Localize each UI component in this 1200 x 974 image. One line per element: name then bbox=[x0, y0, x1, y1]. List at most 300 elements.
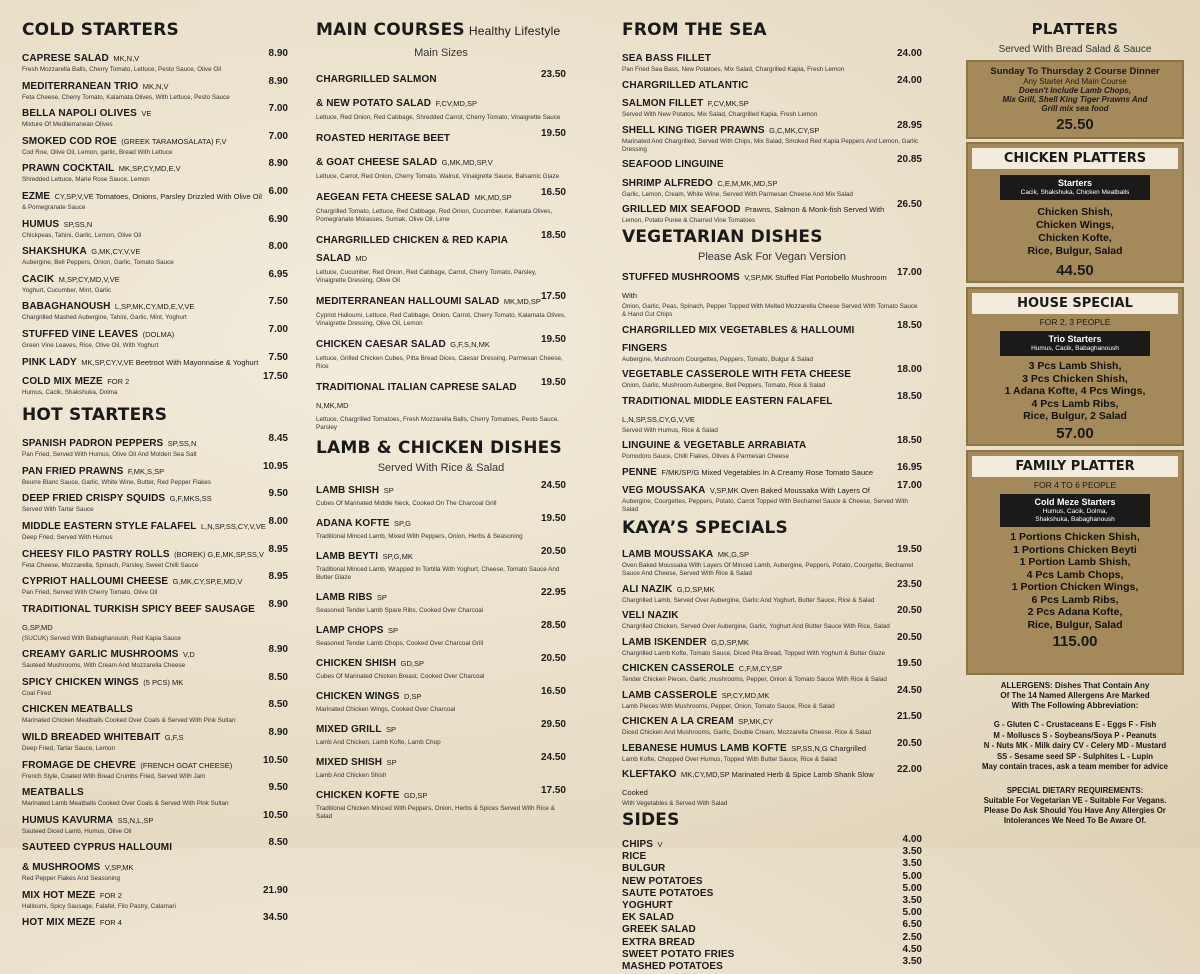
menu-item-row bbox=[316, 653, 566, 671]
sides-title: SIDES bbox=[622, 810, 680, 830]
menu-item-name: SWEET POTATO FRIES bbox=[622, 948, 735, 960]
menu-item-row bbox=[622, 462, 922, 480]
menu-item-row bbox=[22, 782, 288, 800]
cold-menu-item bbox=[22, 214, 288, 240]
house-line-1: 3 Pcs Lamb Shish, bbox=[1028, 360, 1122, 372]
menu-item-label bbox=[22, 516, 266, 534]
menu-item-price: 7.00 bbox=[268, 323, 288, 335]
family-platter-tag bbox=[1000, 494, 1150, 527]
menu-item-description: Deep Fried, Tartar Sauce, Lemon bbox=[22, 745, 115, 753]
sides-menu-item bbox=[622, 907, 922, 924]
platters-subtitle: Served With Bread Salad & Sauce bbox=[998, 44, 1152, 55]
menu-item-label bbox=[622, 685, 769, 703]
allergens-intro bbox=[966, 681, 1184, 711]
menu-item-row bbox=[316, 719, 566, 737]
chicken-platters-box bbox=[966, 142, 1184, 283]
menu-item-price: 19.50 bbox=[540, 128, 566, 139]
menu-item-label bbox=[622, 658, 782, 676]
cold-menu-item bbox=[22, 269, 288, 295]
platters-title: PLATTERS bbox=[1031, 20, 1119, 38]
menu-item-name: STUFFED VINE LEAVES bbox=[22, 328, 139, 340]
menu-item-price: 3.50 bbox=[902, 846, 922, 858]
vegetarian-list bbox=[622, 267, 922, 514]
menu-item-label bbox=[622, 93, 749, 111]
menu-item-allergens: G,SP,MD bbox=[22, 622, 53, 632]
menu-item-label bbox=[622, 544, 749, 562]
kaya-menu-item bbox=[622, 711, 922, 737]
hot-menu-item bbox=[22, 810, 288, 836]
menu-item-allergens: N,MK,MD bbox=[316, 401, 349, 410]
menu-item-price: 10.50 bbox=[262, 754, 288, 766]
lamb-menu-item bbox=[316, 513, 566, 541]
hot-menu-item bbox=[22, 912, 288, 930]
menu-item-allergens: SP bbox=[383, 486, 394, 495]
menu-item-price: 20.50 bbox=[896, 737, 922, 749]
menu-item-row bbox=[622, 764, 922, 800]
menu-item-row bbox=[316, 334, 566, 352]
menu-item-row bbox=[22, 885, 288, 903]
cold-menu-item bbox=[22, 324, 288, 350]
sea-menu-item bbox=[622, 75, 922, 93]
menu-item-row bbox=[22, 76, 288, 94]
menu-item-name: TRADITIONAL MIDDLE EASTERN FALAFEL bbox=[622, 395, 833, 407]
menu-item-description: Cubes Of Marinated Middle Neck, Cooked On The Charcoal Grill bbox=[316, 500, 497, 507]
menu-item-description: Lettuce, Carrot, Red Onion, Cherry Tomato, Walnut, Vinaigrette Sauce, Balsamic Glaze bbox=[316, 173, 560, 180]
sunday-line-1: Any Starter And Main Course bbox=[1023, 77, 1127, 86]
cold-menu-item bbox=[22, 48, 288, 74]
menu-item-name: CHARGRILLED MIX VEGETABLES & HALLOUMI FINGERS bbox=[622, 324, 855, 354]
menu-item-name: DEEP FRIED CRISPY SQUIDS bbox=[22, 493, 166, 505]
menu-item-price: 4.00 bbox=[902, 834, 922, 845]
family-line-8: Rice, Bulgur, Salad bbox=[1027, 618, 1123, 631]
chicken-platters-starters-tag bbox=[1000, 175, 1150, 200]
menu-item-label bbox=[22, 727, 184, 745]
menu-item-price: 18.00 bbox=[896, 364, 922, 375]
menu-item-allergens: G,D,SP,MK bbox=[711, 637, 749, 647]
hot-menu-item bbox=[22, 727, 288, 753]
menu-item-row bbox=[316, 152, 566, 170]
menu-item-description: Beurre Blanc Sauce, Garlic, White Wine, Butter, Red Pepper Flakes bbox=[22, 478, 211, 486]
dietary-1: SPECIAL DIETARY REQUIREMENTS: bbox=[1006, 786, 1144, 795]
menu-item-description: Lettuce, Cucumber, Red Onion, Red Cabbage, Carrot, Cherry Tomato, Parsley, Vinaigrette Dressing, Olive Oil bbox=[316, 269, 537, 284]
lamb-menu-item bbox=[316, 686, 566, 714]
menu-item-row bbox=[622, 870, 922, 887]
menu-item-row bbox=[22, 571, 288, 589]
hot-menu-item bbox=[22, 461, 288, 487]
house-special-sub: FOR 2, 3 PEOPLE bbox=[1039, 317, 1111, 327]
chicken-tag-title: Starters bbox=[1057, 178, 1093, 188]
menu-item-description: Marinated Chicken Wings, Cooked Over Charcoal bbox=[316, 706, 456, 713]
menu-item-label bbox=[22, 352, 258, 370]
menu-item-price: 24.00 bbox=[896, 74, 922, 86]
menu-item-description: Tender Chicken Pieces, Garlic ,mushrooms, Pepper, Onion & Tomato Sauce With Rice & Salad bbox=[622, 676, 887, 683]
menu-item-allergens: FOR 4 bbox=[99, 918, 122, 928]
menu-item-row bbox=[622, 48, 922, 66]
menu-item-row bbox=[622, 846, 922, 863]
lamb-menu-item bbox=[316, 620, 566, 648]
allergen-codes-4: SS - Sesame seed SP - Sulphites L - Lupin bbox=[996, 751, 1154, 761]
menu-item-row bbox=[22, 214, 288, 232]
sea-menu-item bbox=[622, 48, 922, 74]
menu-item-label bbox=[22, 571, 242, 589]
sea-menu-item bbox=[622, 199, 922, 225]
menu-item-name: SHRIMP ALFREDO bbox=[622, 177, 713, 189]
menu-item-label bbox=[22, 433, 196, 451]
menu-item-label bbox=[22, 186, 262, 204]
menu-item-description: Halloumi, Spicy Sausage, Falafel, Filo Pastry, Calamari bbox=[22, 902, 176, 910]
menu-item-allergens: G,MK,MD,SP,V bbox=[441, 158, 493, 167]
menu-item-row bbox=[316, 187, 566, 205]
menu-item-row bbox=[622, 605, 922, 623]
sides-menu-item bbox=[622, 858, 922, 875]
menu-item-allergens: G,F,S bbox=[164, 733, 184, 743]
sunday-line-2: Doesn't Include Lamb Chops, bbox=[1018, 86, 1132, 95]
hot-menu-item bbox=[22, 544, 288, 570]
veg-menu-item bbox=[622, 462, 922, 480]
menu-item-price: 24.50 bbox=[540, 480, 566, 491]
menu-item-name: SPANISH PADRON PEPPERS bbox=[22, 438, 164, 450]
menu-item-label bbox=[622, 267, 897, 303]
menu-item-name: CREAMY GARLIC MUSHROOMS bbox=[22, 649, 179, 661]
menu-item-description: Lemon, Potato Puree & Charred Vine Tomatoes bbox=[622, 217, 756, 224]
kaya-menu-item bbox=[622, 658, 922, 684]
lamb-menu-item bbox=[316, 587, 566, 615]
menu-item-name: SMOKED COD ROE bbox=[22, 135, 117, 147]
menu-item-price: 16.50 bbox=[540, 686, 566, 697]
allergen-codes-1: G - Gluten C - Crustaceans E - Eggs F - Fish bbox=[993, 720, 1157, 729]
menu-item-price: 23.50 bbox=[540, 69, 566, 80]
menu-item-name: EZME bbox=[22, 190, 51, 202]
menu-item-price: 17.00 bbox=[896, 480, 922, 491]
menu-item-price: 17.50 bbox=[540, 291, 566, 302]
menu-item-allergens: SP,SS,N,G Chargrilled bbox=[791, 743, 867, 753]
dietary-2: Suitable For Vegetarian VE - Suitable For Vegans. bbox=[983, 796, 1167, 805]
menu-item-label bbox=[622, 120, 819, 138]
main-menu-item bbox=[316, 152, 566, 181]
sunday-dinner-title: Sunday To Thursday 2 Course Dinner bbox=[990, 66, 1160, 77]
main-menu-item bbox=[316, 334, 566, 371]
kaya-specials-list bbox=[622, 544, 922, 808]
menu-item-label bbox=[22, 755, 232, 773]
house-special-box bbox=[966, 287, 1184, 446]
menu-item-label bbox=[22, 885, 122, 903]
menu-item-description: Lamb Pieces With Mushrooms, Pepper, Onion, Tomato Sauce, Rice & Salad bbox=[622, 702, 835, 710]
menu-item-price: 8.50 bbox=[268, 699, 288, 711]
menu-item-description: Marinated And Chargrilled, Served With Chips, Mix Salad, Smoked Red Kapia Peppers And Lemon, Garlic Dressing bbox=[622, 137, 919, 153]
menu-item-name: VEGETABLE CASSEROLE WITH FETA CHEESE bbox=[622, 369, 851, 380]
menu-item-label bbox=[22, 296, 194, 314]
menu-item-row bbox=[622, 858, 922, 875]
menu-item-name: LAMB BEYTI bbox=[316, 551, 379, 562]
menu-item-description: Shredded Lettuce, Marie Rose Sauce, Lemon bbox=[22, 176, 150, 184]
menu-item-label bbox=[622, 711, 773, 729]
house-special-tag bbox=[1000, 331, 1150, 356]
menu-item-label bbox=[622, 48, 711, 66]
menu-item-allergens: V bbox=[657, 840, 663, 849]
menu-item-description: Humus, Cacik, Shakshuka, Dolma bbox=[22, 389, 118, 397]
menu-item-price: 3.50 bbox=[902, 955, 922, 967]
menu-item-name: GRILLED MIX SEAFOOD bbox=[622, 204, 741, 215]
menu-item-name: LEBANESE HUMUS LAMB KOFTE bbox=[622, 742, 787, 754]
cold-menu-item bbox=[22, 131, 288, 157]
menu-item-row bbox=[22, 544, 288, 562]
menu-item-price: 9.50 bbox=[268, 782, 288, 794]
menu-item-row bbox=[22, 912, 288, 930]
menu-item-price: 20.85 bbox=[896, 154, 922, 165]
menu-item-label bbox=[622, 320, 897, 356]
menu-item-label bbox=[316, 546, 413, 564]
from-the-sea-title: FROM THE SEA bbox=[622, 20, 767, 40]
menu-item-price: 8.90 bbox=[268, 48, 288, 59]
menu-item-price: 9.50 bbox=[268, 488, 288, 500]
menu-item-price: 29.50 bbox=[540, 719, 566, 730]
family-line-4: 4 Pcs Lamb Chops, bbox=[1026, 568, 1124, 581]
menu-item-row bbox=[622, 685, 922, 703]
menu-item-price: 21.50 bbox=[896, 711, 922, 722]
lamb-menu-item bbox=[316, 480, 566, 508]
menu-item-row bbox=[316, 785, 566, 803]
family-line-5: 1 Portion Chicken Wings, bbox=[1011, 581, 1139, 593]
menu-item-label bbox=[622, 605, 679, 623]
menu-item-allergens: (5 PCS) MK bbox=[143, 677, 184, 687]
sunday-line-3: Mix Grill, Shell King Tiger Prawns And bbox=[1002, 95, 1148, 104]
hot-menu-item bbox=[22, 782, 288, 808]
menu-item-name: CHICKEN CASSEROLE bbox=[622, 663, 735, 674]
menu-item-row bbox=[22, 488, 288, 506]
menu-item-name: HUMUS KAVURMA bbox=[22, 814, 114, 826]
menu-item-description: Aubergine, Courgettes, Peppers, Potato, Carrot Topped With Bechamel Sauce & Cheese, Served With Salad bbox=[622, 498, 908, 513]
menu-item-price: 6.50 bbox=[902, 919, 922, 931]
menu-item-label bbox=[22, 461, 164, 479]
family-platter-sub: FOR 4 TO 6 PEOPLE bbox=[1033, 480, 1117, 490]
menu-item-label bbox=[622, 480, 870, 498]
column-main-lamb bbox=[316, 0, 566, 826]
kaya-specials-title: KAYA’S SPECIALS bbox=[622, 518, 788, 538]
vegetarian-subtitle: Please Ask For Vegan Version bbox=[698, 251, 846, 263]
menu-item-price: 4.50 bbox=[902, 943, 922, 955]
menu-item-price: 18.50 bbox=[896, 435, 922, 446]
lamb-menu-item bbox=[316, 653, 566, 681]
menu-item-name: CHARGRILLED CHICKEN & RED KAPIA SALAD bbox=[316, 235, 508, 264]
menu-item-description: Chickpeas, Tahini, Garlic, Lemon, Olive Oil bbox=[22, 231, 142, 239]
kaya-menu-item bbox=[622, 632, 922, 658]
menu-item-price: 7.00 bbox=[268, 130, 288, 142]
menu-item-row bbox=[622, 919, 922, 936]
kaya-menu-item bbox=[622, 605, 922, 631]
family-platter-title: FAMILY PLATTER bbox=[972, 456, 1178, 477]
menu-item-label bbox=[622, 173, 777, 191]
menu-item-description: Onion, Garlic, Peas, Spinach, Pepper Topped With Melted Mozzarella Cheese Served With Tomato Sauce & Hand Cut Chips bbox=[622, 303, 918, 318]
menu-item-row bbox=[22, 699, 288, 717]
allergen-codes-2: M - Molluscs S - Soybeans/Soya P - Peanuts bbox=[993, 730, 1157, 740]
menu-item-label bbox=[22, 324, 174, 342]
menu-item-name: PRAWN COCKTAIL bbox=[22, 163, 115, 175]
menu-item-name: YOGHURT bbox=[622, 899, 673, 911]
menu-item-name: PENNE bbox=[622, 466, 657, 478]
menu-item-row bbox=[22, 644, 288, 662]
menu-item-name: TRADITIONAL TURKISH SPICY BEEF SAUSAGE bbox=[22, 603, 255, 615]
main-menu-item bbox=[316, 230, 566, 285]
chicken-platters-contents bbox=[968, 206, 1182, 258]
menu-item-label bbox=[316, 69, 437, 87]
menu-item-description: Traditional Chicken Minced With Peppers, Onion, Herbs & Spices Served With Rice & Salad bbox=[316, 805, 555, 820]
menu-item-price: 18.50 bbox=[540, 230, 566, 241]
menu-item-allergens: SP,CY,MD,MK bbox=[721, 690, 770, 700]
menu-item-allergens: SP,MK,CY bbox=[738, 717, 774, 726]
menu-item-row bbox=[622, 711, 922, 729]
menu-item-row bbox=[22, 755, 288, 773]
menu-item-name: MIXED GRILL bbox=[316, 724, 382, 735]
house-line-4: 4 Pcs Lamb Ribs, bbox=[1031, 397, 1119, 410]
family-tag-sub-1: Humus, Cacik, Dolma, bbox=[1042, 508, 1108, 515]
menu-item-label bbox=[22, 837, 172, 855]
house-special-contents bbox=[968, 360, 1182, 423]
hot-menu-item bbox=[22, 837, 288, 855]
menu-item-row bbox=[22, 103, 288, 121]
house-line-2: 3 Pcs Chicken Shish, bbox=[1022, 372, 1128, 385]
menu-item-price: 8.95 bbox=[268, 543, 288, 555]
hot-menu-item bbox=[22, 488, 288, 514]
sunday-line-4: Grill mix sea food bbox=[1041, 104, 1109, 113]
lamb-menu-item bbox=[316, 785, 566, 821]
menu-item-allergens: MK,SP,CY,MD,E,V bbox=[118, 164, 181, 174]
menu-item-label bbox=[22, 371, 129, 389]
menu-item-name: AEGEAN FETA CHEESE SALAD bbox=[316, 192, 471, 203]
menu-item-label bbox=[22, 76, 169, 94]
menu-item-description: Deep Fried, Served With Humus bbox=[22, 533, 113, 541]
house-line-3: 1 Adana Kofte, 4 Pcs Wings, bbox=[1004, 385, 1146, 397]
menu-item-description: Marinated Chicken Meatballs Cooked Over Coals & Served With Pink Sultan bbox=[22, 717, 236, 725]
menu-item-label bbox=[22, 699, 133, 717]
menu-item-name: & GOAT CHEESE SALAD bbox=[316, 157, 438, 168]
menu-item-allergens: (GREEK TARAMOSALATA) F,V bbox=[121, 136, 227, 146]
main-courses-title bbox=[316, 20, 566, 41]
menu-item-row bbox=[22, 269, 288, 287]
menu-item-row bbox=[316, 69, 566, 87]
menu-item-description: Served With Humus, Rice & Salad bbox=[622, 426, 718, 434]
menu-item-label bbox=[316, 752, 397, 770]
menu-item-name: WILD BREADED WHITEBAIT bbox=[22, 732, 161, 744]
family-tag-sub-2: Shakshuka, Babaghanoush bbox=[1035, 516, 1115, 523]
family-platter-contents bbox=[968, 531, 1182, 631]
family-line-7: 2 Pcs Adana Kofte, bbox=[1027, 606, 1123, 618]
cold-menu-item bbox=[22, 76, 288, 102]
house-tag-title: Trio Starters bbox=[1048, 334, 1102, 344]
kaya-menu-item bbox=[622, 579, 922, 605]
menu-item-name: COLD MIX MEZE bbox=[22, 376, 103, 388]
menu-item-name: HUMUS bbox=[22, 218, 60, 230]
veg-menu-item bbox=[622, 391, 922, 435]
menu-item-name: SHAKSHUKA bbox=[22, 246, 87, 258]
menu-item-name: MIX HOT MEZE bbox=[22, 889, 96, 901]
chicken-line-4: Rice, Bulgur, Salad bbox=[1027, 245, 1123, 257]
menu-item-description: Chargrilled Tomato, Lettuce, Red Cabbage, Red Onion, Cucumber, Kalamata Olives, Pomegranate Molasses, Sumak, Olive Oil, Lime bbox=[316, 208, 553, 223]
menu-item-row bbox=[622, 738, 922, 756]
menu-item-name: KLEFTAKO bbox=[622, 769, 677, 780]
menu-item-price: 19.50 bbox=[896, 658, 922, 669]
family-platter-box bbox=[966, 450, 1184, 675]
menu-item-price: 6.90 bbox=[268, 213, 288, 225]
menu-item-label bbox=[316, 152, 493, 170]
menu-item-name: CHICKEN KOFTE bbox=[316, 790, 400, 801]
chicken-line-3: Chicken Kofte, bbox=[1038, 232, 1112, 244]
menu-item-label bbox=[22, 103, 151, 121]
menu-item-allergens: M,SP,CY,MD,V,VE bbox=[58, 274, 120, 284]
menu-item-description: Seasoned Tender Lamb Chops, Cooked Over Charcoal Grill bbox=[316, 640, 484, 647]
menu-item-name: CHICKEN CAESAR SALAD bbox=[316, 339, 446, 350]
menu-item-name: ADANA KOFTE bbox=[316, 518, 390, 529]
menu-item-label bbox=[622, 579, 715, 597]
hot-starters-list bbox=[22, 433, 288, 930]
kaya-menu-item bbox=[622, 544, 922, 578]
allergens-intro-3: With The Following Abbreviation: bbox=[1011, 701, 1139, 710]
veg-menu-item bbox=[622, 435, 922, 461]
menu-item-label bbox=[622, 154, 724, 172]
main-menu-item bbox=[316, 69, 566, 87]
cold-menu-item bbox=[22, 103, 288, 129]
menu-item-label bbox=[316, 513, 411, 531]
menu-item-row bbox=[316, 377, 566, 413]
menu-item-row bbox=[22, 186, 288, 204]
sides-list bbox=[622, 834, 922, 972]
menu-item-row bbox=[22, 241, 288, 259]
menu-item-name: SPICY CHICKEN WINGS bbox=[22, 676, 139, 688]
menu-item-name: FROMAGE DE CHEVRE bbox=[22, 759, 136, 771]
menu-item-name: SAUTE POTATOES bbox=[622, 887, 714, 899]
hot-menu-item bbox=[22, 857, 288, 883]
menu-item-row bbox=[622, 435, 922, 453]
menu-item-description: Sauteed Mushrooms, With Cream And Mozzarella Cheese bbox=[22, 662, 186, 670]
menu-item-description: French Style, Coated With Bread Crumbs Fried, Served With Jam bbox=[22, 772, 206, 780]
menu-item-price: 23.50 bbox=[896, 578, 922, 590]
cold-menu-item bbox=[22, 186, 288, 212]
menu-item-row bbox=[316, 480, 566, 498]
menu-item-name: GREEK SALAD bbox=[622, 924, 696, 936]
menu-item-allergens: GD,SP bbox=[400, 659, 424, 668]
menu-item-row bbox=[22, 433, 288, 451]
menu-item-label bbox=[316, 334, 490, 352]
hot-menu-item bbox=[22, 516, 288, 542]
menu-item-allergens: C,F,M,CY,SP bbox=[738, 664, 782, 673]
menu-item-name: VEG MOUSSAKA bbox=[622, 485, 706, 496]
menu-item-price: 8.00 bbox=[268, 241, 288, 253]
menu-item-description: Onion, Garlic, Mushroom Aubergine, Bell Peppers, Tomato, Rice & Salad bbox=[622, 382, 826, 389]
menu-item-description: Lettuce, Chargrilled Tomatoes, Fresh Mozzarella Balls, Cherry Tomatoes, Pesto Sauce, Parsley bbox=[316, 416, 560, 431]
menu-item-price: 8.50 bbox=[268, 671, 288, 683]
menu-item-allergens: MK,MD,SP bbox=[503, 297, 541, 306]
sides-menu-item bbox=[622, 834, 922, 850]
family-tag-title: Cold Meze Starters bbox=[1034, 497, 1116, 507]
vegetarian-title: VEGETARIAN DISHES bbox=[622, 227, 823, 247]
menu-item-row bbox=[22, 837, 288, 855]
sides-menu-item bbox=[622, 870, 922, 887]
sides-menu-item bbox=[622, 846, 922, 863]
menu-item-description: Lamb Kofte, Chopped Over Humus, Topped With Butter Sauce, Rice & Salad bbox=[622, 755, 837, 763]
menu-item-allergens: V,SP,MK bbox=[104, 863, 134, 873]
menu-item-description: Lamb And Chicken Shish bbox=[316, 772, 387, 779]
sea-menu-item bbox=[622, 173, 922, 199]
house-special-price: 57.00 bbox=[1056, 424, 1094, 442]
menu-item-row bbox=[622, 364, 922, 382]
menu-item-allergens: SP,SS,N bbox=[167, 439, 197, 449]
sides-menu-item bbox=[622, 931, 922, 948]
menu-item-allergens: G,C,MK,CY,SP bbox=[769, 125, 820, 135]
main-sizes-subtitle: Main Sizes bbox=[414, 47, 468, 59]
menu-item-row bbox=[316, 128, 566, 146]
menu-item-label bbox=[622, 435, 806, 453]
menu-item-allergens: G,MK,CY,SP,E,MD,V bbox=[172, 577, 243, 587]
menu-item-description: Chargrilled Lamb, Served Over Aubergine, Garlic And Yoghurt, Butter Sauce, Rice & Salad bbox=[622, 596, 875, 604]
